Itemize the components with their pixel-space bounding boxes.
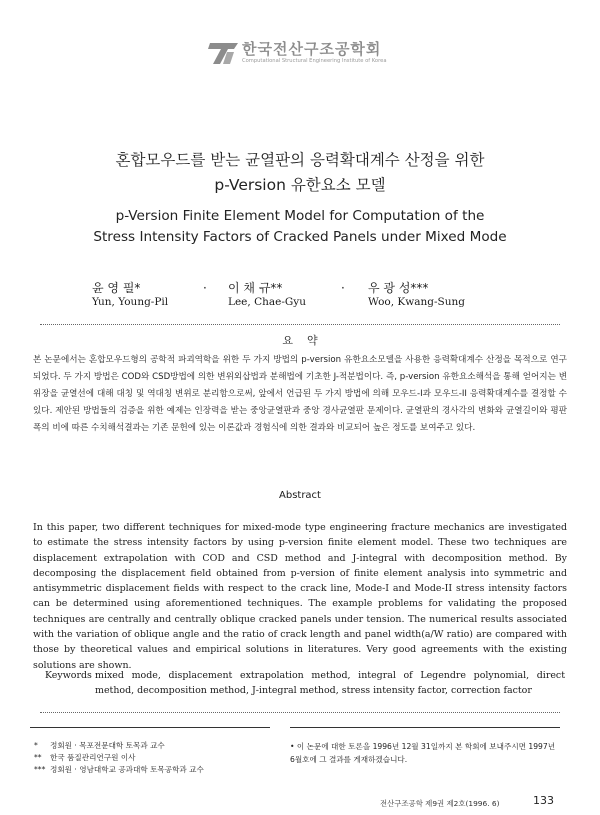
- title-en-line1: p-Version Finite Element Model for Computation of the: [115, 208, 485, 224]
- author-3-ko: 우 광 성***: [368, 281, 429, 295]
- summary-ko-heading: 요약: [282, 334, 332, 347]
- society-logo: [208, 40, 398, 70]
- footnote-mark: ***: [34, 765, 46, 774]
- title-ko-line1: 혼합모우드를 받는 균열판의 응력확대계수 산정을 위한: [115, 151, 485, 169]
- footnote-text: 정회원 · 목포전문대학 토목과 교수: [50, 741, 165, 750]
- society-name-ko: 한국전산구조공학회: [242, 40, 382, 58]
- society-emblem-icon: [208, 40, 240, 66]
- author-1-ko: 윤 영 필*: [92, 281, 141, 295]
- footnote-text: 한국 품질관리연구원 이사: [50, 753, 136, 762]
- keywords-text: mixed mode, displacement extrapolation method, integral of Legendre polynomial, direct method, decomposition method, J-integral method, stress intensity factor, correction factor: [95, 670, 565, 697]
- author-3-en: Woo, Kwang-Sung: [368, 296, 465, 308]
- author-separator: ·: [203, 281, 207, 295]
- author-2-ko: 이 채 규**: [228, 281, 283, 295]
- dotted-divider: [40, 712, 560, 713]
- footnote-2: [34, 752, 136, 763]
- journal-citation: 전산구조공학 제9권 제2호(1996. 6): [380, 799, 500, 808]
- footnote-rule: [290, 727, 560, 728]
- abstract-text: In this paper, two different techniques for mixed-mode type engineering fracture mechanics are investigated to estimate the stress intensity factors by using p-version finite element model. These two techniques are displacement extrapolation with COD and CSD method and J-integral with decomposition method. By decomposing the displacement field obtained from p-version of finite element analysis into symmetric and antisymmetric displacement fields with respect to the crack line, Mode-I and Mode-II stress intensity factors can be determined using aforementioned techniques. The example problems for validating the proposed techniques are centrally and centrally oblique cracked panels under tension. The numerical results associated with the variation of oblique angle and the ratio of crack length and panel width(a/W ratio) are compared with those by theoretical values and empirical solutions in literatures. Very good agreements with the existing solutions are shown.: [33, 522, 567, 671]
- page-number: 133: [533, 794, 554, 807]
- author-1-en: Yun, Young-Pil: [92, 296, 169, 308]
- footnote-rule: [30, 727, 270, 728]
- discussion-note: • 이 논문에 대한 토론을 1996년 12월 31일까지 본 학회에 보내주시면 1997년 6월호에 그 결과를 게재하겠습니다.: [290, 742, 556, 764]
- abstract-heading: Abstract: [279, 490, 321, 501]
- footnote-mark: **: [34, 753, 42, 762]
- footnote-mark: *: [34, 741, 38, 750]
- society-name-en: Computational Structural Engineering Institute of Korea: [242, 58, 387, 64]
- title-ko-line2: p-Version 유한요소 모델: [214, 176, 386, 194]
- footnote-3: [34, 764, 204, 775]
- summary-ko-text: 본 논문에서는 혼합모우드형의 공학적 파괴역학을 위한 두 가지 방법의 p-version 유한요소모델을 사용한 응력확대계수 산정을 목적으로 연구되었다. 두 가지 방법은 COD와 CSD방법에 의한 변위외삽법과 분해법에 기초한 J-적분법이다. 즉, p-version 유한요소해석을 통해 얻어지는 변위장을 균열선에 대해 대칭 및 역대칭 변위로 분리함으로써, 앞에서 언급된 두 가지 방법에 의해 모우드-I과 모우드-II 응력확대계수를 결정할 수 있다. 제안된 방법들의 검증을 위한 예제는 인장력을 받는 중앙균열판과 중앙 경사균열판 문제이다. 균열판의 경사각의 변화와 균열길이와 평판 폭의 비에 따른 수치해석결과는 기존 문헌에 있는 이론값과 경험식에 의한 결과와 비교되어 높은 정도를 보여주고 있다.: [33, 355, 567, 434]
- author-separator: ·: [341, 281, 345, 295]
- author-2-en: Lee, Chae-Gyu: [228, 296, 306, 308]
- title-en-line2: Stress Intensity Factors of Cracked Panels under Mixed Mode: [93, 229, 507, 245]
- dotted-divider: [40, 324, 560, 325]
- keywords-label: Keywords :: [45, 670, 99, 681]
- footnote-text: 정회원 · 영남대학교 공과대학 토목공학과 교수: [50, 765, 204, 774]
- footnote-1: [34, 740, 165, 751]
